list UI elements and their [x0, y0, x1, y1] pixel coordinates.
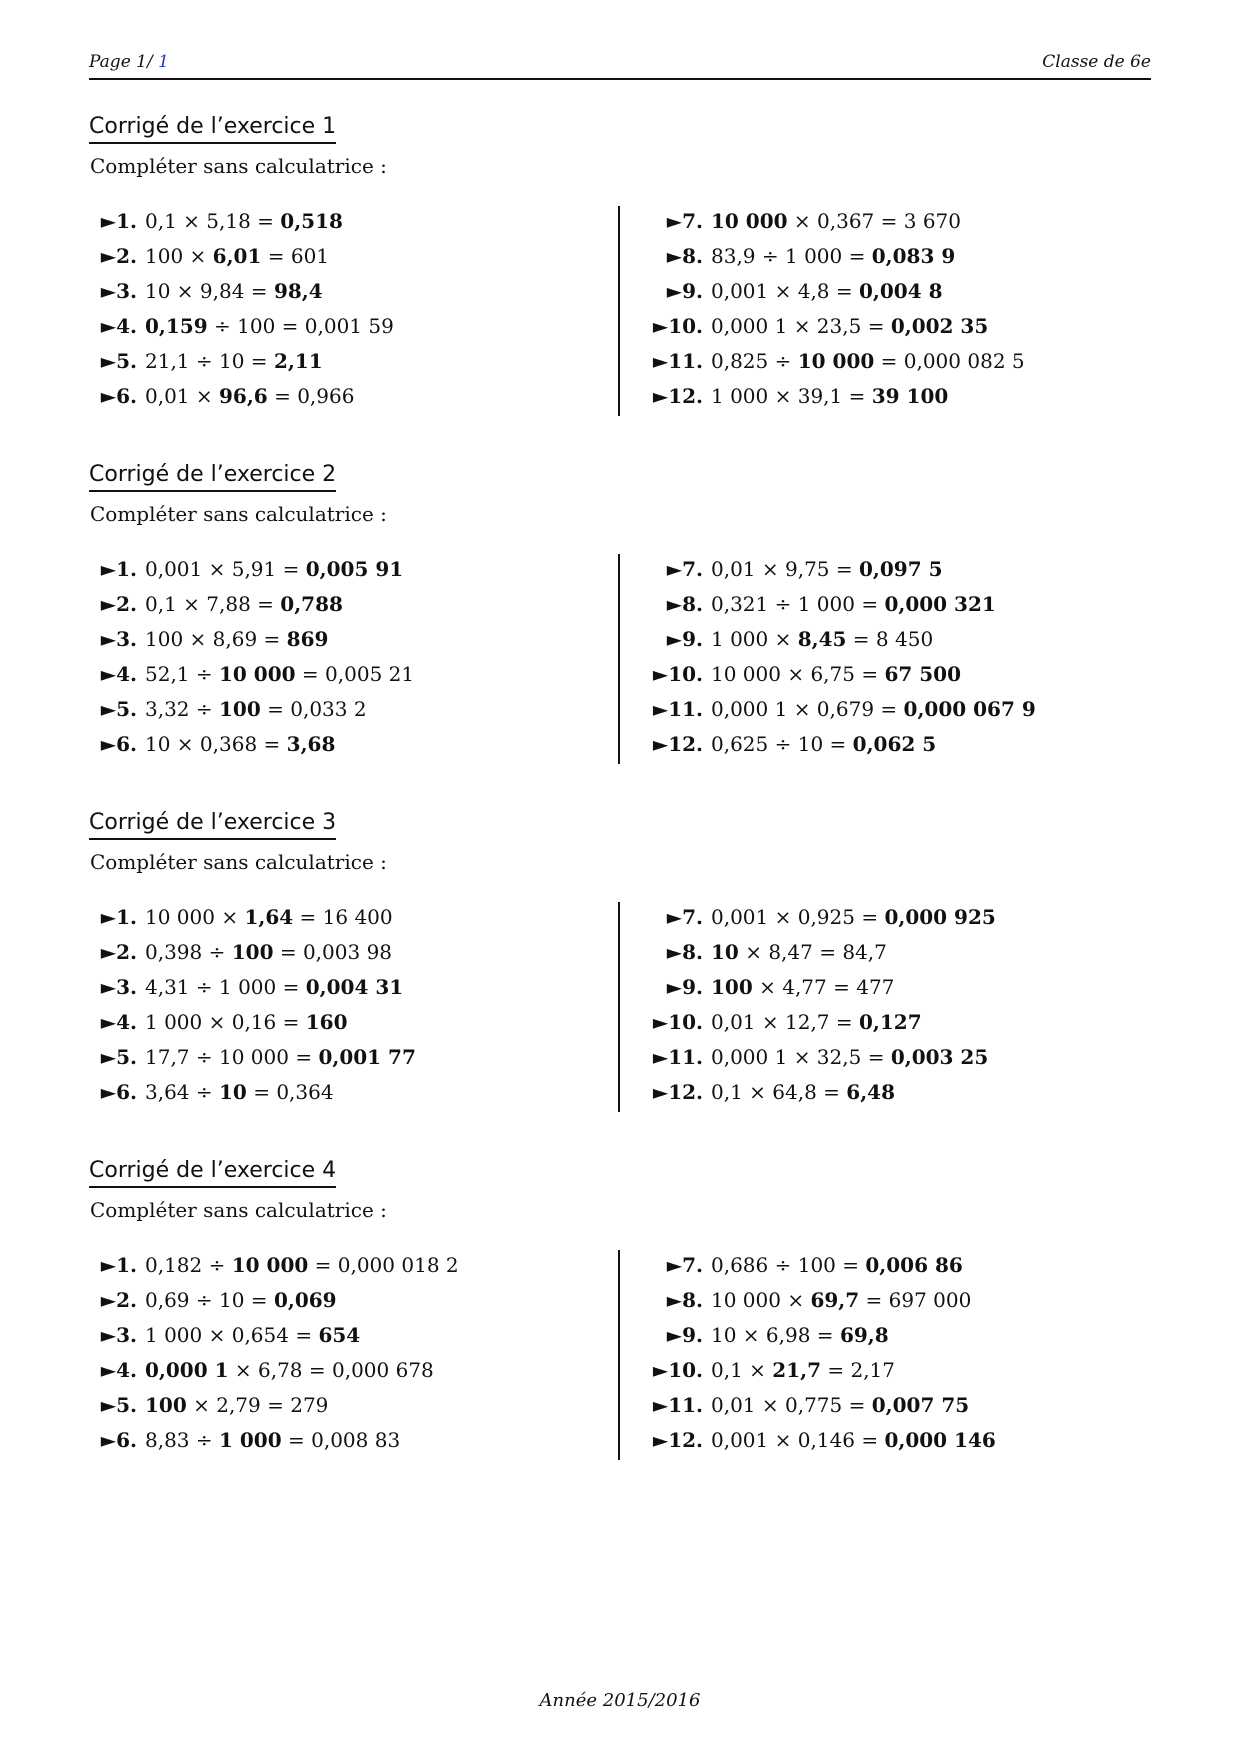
exercise-item — [643, 344, 1151, 379]
item-number: ►1. — [100, 905, 137, 929]
items-column-left — [89, 1248, 609, 1458]
exercise-item — [89, 1005, 609, 1040]
item-number: ►12. — [652, 1428, 703, 1452]
expression-text: 100 × — [145, 244, 213, 268]
item-number: ►5. — [100, 697, 137, 721]
item-expression — [711, 204, 961, 239]
item-expression — [711, 1423, 996, 1458]
bold-term: 10 000 — [231, 1253, 309, 1277]
bold-term: 10 000 — [797, 349, 875, 373]
exercise-item — [89, 344, 609, 379]
bold-term: 98,4 — [273, 279, 323, 303]
expression-text: 0,001 × 0,146 = — [711, 1428, 885, 1452]
item-expression — [145, 1388, 328, 1423]
bold-term: 100 — [145, 1393, 187, 1417]
item-number: ►11. — [652, 697, 703, 721]
item-expression — [711, 1005, 922, 1040]
expression-text: 52,1 ÷ — [145, 662, 220, 686]
bold-term: 160 — [305, 1010, 348, 1034]
bold-term: 96,6 — [219, 384, 268, 408]
exercise-item — [89, 1040, 609, 1075]
bold-term: 0,000 067 9 — [903, 697, 1036, 721]
items-column-left — [89, 204, 609, 414]
exercise-item — [89, 1248, 609, 1283]
exercise-item — [89, 1075, 609, 1110]
item-number: ►3. — [100, 975, 137, 999]
column-divider — [618, 902, 620, 1112]
item-expression — [711, 1318, 889, 1353]
item-number: ►8. — [666, 1288, 703, 1312]
bold-term: 1 000 — [219, 1428, 282, 1452]
exercise-item — [89, 727, 609, 762]
expression-text: 0,01 × 12,7 = — [711, 1010, 860, 1034]
item-number: ►10. — [652, 662, 703, 686]
items-column-left — [89, 900, 609, 1110]
exercise-item — [89, 239, 609, 274]
item-number: ►9. — [666, 975, 703, 999]
exercise-item — [89, 204, 609, 239]
item-number: ►9. — [666, 627, 703, 651]
expression-text: 0,1 × 7,88 = — [145, 592, 281, 616]
item-expression — [145, 622, 328, 657]
item-expression — [711, 1248, 963, 1283]
item-number: ►7. — [666, 557, 703, 581]
item-expression — [711, 622, 933, 657]
item-number: ►7. — [666, 905, 703, 929]
exercise-item — [643, 1353, 1151, 1388]
exercise-item — [89, 692, 609, 727]
expression-text: = 0,005 21 — [295, 662, 415, 686]
bold-term: 0,788 — [280, 592, 343, 616]
exercise-item — [643, 552, 1151, 587]
expression-text: = 8 450 — [846, 627, 934, 651]
expression-text: × 6,78 = 0,000 678 — [228, 1358, 434, 1382]
exercise-item — [89, 935, 609, 970]
expression-text: = 0,003 98 — [273, 940, 393, 964]
exercise-item — [89, 657, 609, 692]
expression-text: = 0,364 — [246, 1080, 334, 1104]
exercise-item — [643, 692, 1151, 727]
expression-text: 10 000 × — [711, 1288, 811, 1312]
column-divider — [618, 554, 620, 764]
item-expression — [145, 1318, 360, 1353]
bold-term: 0,127 — [859, 1010, 922, 1034]
item-expression — [145, 344, 323, 379]
item-number: ►6. — [100, 732, 137, 756]
item-expression — [145, 970, 403, 1005]
expression-text: 0,321 ÷ 1 000 = — [711, 592, 885, 616]
bold-term: 0,069 — [273, 1288, 337, 1312]
item-expression — [145, 935, 392, 970]
column-divider — [618, 206, 620, 416]
exercise-item — [643, 900, 1151, 935]
item-expression — [711, 309, 988, 344]
bold-term: 0,000 146 — [884, 1428, 996, 1452]
expression-text: 0,1 × 5,18 = — [145, 209, 281, 233]
bold-term: 1,64 — [244, 905, 294, 929]
item-number: ►2. — [100, 244, 137, 268]
item-expression — [145, 1075, 334, 1110]
expression-text: 0,000 1 × 0,679 = — [711, 697, 904, 721]
items-column-right — [643, 1248, 1151, 1458]
bold-term: 0,001 77 — [318, 1045, 416, 1069]
exercise-item — [643, 309, 1151, 344]
bold-term: 0,000 925 — [884, 905, 996, 929]
item-number: ►6. — [100, 384, 137, 408]
bold-term: 3,68 — [286, 732, 336, 756]
exercise-item — [643, 622, 1151, 657]
item-number: ►3. — [100, 627, 137, 651]
expression-text: = 697 000 — [859, 1288, 972, 1312]
item-number: ►4. — [100, 1010, 137, 1034]
instruction-text: Compléter sans calculatrice : — [90, 1198, 387, 1222]
page-indicator — [89, 52, 169, 72]
item-expression — [145, 657, 414, 692]
expression-text: 0,001 × 5,91 = — [145, 557, 306, 581]
expression-text: × 4,77 = 477 — [752, 975, 895, 999]
item-expression — [711, 657, 961, 692]
column-divider — [618, 1250, 620, 1460]
expression-text: 83,9 ÷ 1 000 = — [711, 244, 872, 268]
item-expression — [145, 1423, 400, 1458]
item-number: ►7. — [666, 1253, 703, 1277]
expression-text: = 0,966 — [267, 384, 355, 408]
item-number: ►9. — [666, 279, 703, 303]
item-expression — [711, 1075, 895, 1110]
expression-text: 3,64 ÷ — [145, 1080, 220, 1104]
instruction-text: Compléter sans calculatrice : — [90, 850, 387, 874]
item-expression — [145, 274, 323, 309]
expression-text: × 2,79 = 279 — [186, 1393, 329, 1417]
exercise-item — [643, 657, 1151, 692]
bold-term: 6,48 — [846, 1080, 896, 1104]
exercise-item — [89, 900, 609, 935]
section-title: Corrigé de l’exercice 4 — [89, 1158, 336, 1188]
bold-term: 0,005 91 — [305, 557, 404, 581]
bold-term: 10 000 — [711, 209, 788, 233]
expression-text: = 0,008 83 — [281, 1428, 401, 1452]
exercise-item — [643, 1075, 1151, 1110]
bold-term: 654 — [318, 1323, 361, 1347]
exercise-item — [89, 552, 609, 587]
bold-term: 69,8 — [839, 1323, 889, 1347]
bold-term: 0,006 86 — [865, 1253, 963, 1277]
item-expression — [145, 587, 343, 622]
expression-text: 0,182 ÷ — [145, 1253, 232, 1277]
item-number: ►4. — [100, 314, 137, 338]
item-number: ►12. — [652, 384, 703, 408]
exercise-section-4 — [89, 1158, 1151, 1468]
item-expression — [145, 379, 354, 414]
item-expression — [145, 692, 367, 727]
bold-term: 0,007 75 — [871, 1393, 970, 1417]
item-number: ►6. — [100, 1428, 137, 1452]
page-prefix: Page 1/ — [89, 52, 159, 72]
item-number: ►2. — [100, 940, 137, 964]
item-number: ►10. — [652, 314, 703, 338]
expression-text: 1 000 × 39,1 = — [711, 384, 872, 408]
instruction-text: Compléter sans calculatrice : — [90, 154, 387, 178]
expression-text: 10 × 0,368 = — [145, 732, 287, 756]
exercise-item — [643, 587, 1151, 622]
bold-term: 0,083 9 — [871, 244, 956, 268]
item-number: ►2. — [100, 1288, 137, 1312]
exercise-item — [643, 1040, 1151, 1075]
expression-text: 0,398 ÷ — [145, 940, 232, 964]
item-expression — [711, 1353, 895, 1388]
item-expression — [145, 900, 393, 935]
expression-text: 0,69 ÷ 10 = — [145, 1288, 274, 1312]
item-number: ►11. — [652, 1393, 703, 1417]
exercise-section-3 — [89, 810, 1151, 1120]
expression-text: = 2,17 — [821, 1358, 896, 1382]
exercise-item — [89, 622, 609, 657]
bold-term: 6,01 — [212, 244, 262, 268]
bold-term: 2,11 — [273, 349, 323, 373]
page-total-link[interactable]: 1 — [158, 52, 169, 72]
bold-term: 39 100 — [871, 384, 949, 408]
item-number: ►8. — [666, 940, 703, 964]
expression-text: 0,000 1 × 32,5 = — [711, 1045, 891, 1069]
item-number: ►2. — [100, 592, 137, 616]
expression-text: = 0,000 018 2 — [308, 1253, 459, 1277]
expression-text: = 601 — [261, 244, 330, 268]
item-expression — [711, 379, 948, 414]
expression-text: 0,01 × — [145, 384, 220, 408]
item-expression — [145, 1248, 459, 1283]
item-expression — [711, 900, 996, 935]
expression-text: 21,1 ÷ 10 = — [145, 349, 274, 373]
bold-term: 0,000 1 — [145, 1358, 229, 1382]
bold-term: 100 — [711, 975, 753, 999]
expression-text: 0,1 × — [711, 1358, 773, 1382]
items-column-right — [643, 552, 1151, 762]
item-expression — [711, 274, 943, 309]
expression-text: 3,32 ÷ — [145, 697, 220, 721]
item-number: ►7. — [666, 209, 703, 233]
exercise-item — [643, 1248, 1151, 1283]
bold-term: 67 500 — [884, 662, 962, 686]
exercise-section-1 — [89, 114, 1151, 424]
item-number: ►8. — [666, 244, 703, 268]
item-number: ►12. — [652, 1080, 703, 1104]
exercise-item — [89, 309, 609, 344]
exercise-item — [89, 1283, 609, 1318]
bold-term: 69,7 — [810, 1288, 860, 1312]
exercise-item — [89, 1318, 609, 1353]
expression-text: 0,825 ÷ — [711, 349, 798, 373]
exercise-item — [89, 1353, 609, 1388]
bold-term: 10 — [711, 940, 739, 964]
exercise-section-2 — [89, 462, 1151, 772]
item-expression — [145, 239, 329, 274]
item-expression — [711, 344, 1025, 379]
exercise-item — [643, 1318, 1151, 1353]
items-column-left — [89, 552, 609, 762]
section-title: Corrigé de l’exercice 3 — [89, 810, 336, 840]
bold-term: 0,004 31 — [305, 975, 404, 999]
item-number: ►4. — [100, 662, 137, 686]
exercise-item — [89, 587, 609, 622]
bold-term: 21,7 — [772, 1358, 821, 1382]
expression-text: 0,01 × 9,75 = — [711, 557, 860, 581]
expression-text: 0,000 1 × 23,5 = — [711, 314, 891, 338]
section-title: Corrigé de l’exercice 2 — [89, 462, 336, 492]
expression-text: 1 000 × — [711, 627, 798, 651]
bold-term: 0,062 5 — [852, 732, 937, 756]
item-expression — [145, 552, 403, 587]
item-number: ►5. — [100, 1393, 137, 1417]
item-expression — [711, 552, 943, 587]
item-number: ►12. — [652, 732, 703, 756]
exercise-item — [89, 970, 609, 1005]
exercise-item — [643, 1423, 1151, 1458]
exercise-item — [643, 204, 1151, 239]
item-expression — [711, 1388, 969, 1423]
expression-text: × 0,367 = 3 670 — [787, 209, 962, 233]
item-expression — [145, 309, 394, 344]
item-expression — [711, 970, 894, 1005]
bold-term: 8,45 — [797, 627, 847, 651]
item-expression — [711, 1283, 971, 1318]
exercise-item — [643, 1005, 1151, 1040]
expression-text: 10 × 6,98 = — [711, 1323, 840, 1347]
item-number: ►1. — [100, 1253, 137, 1277]
item-expression — [145, 1005, 347, 1040]
item-expression — [145, 727, 335, 762]
expression-text: 10 000 × — [145, 905, 245, 929]
items-column-right — [643, 204, 1151, 414]
bold-term: 0,004 8 — [859, 279, 943, 303]
item-number: ►10. — [652, 1358, 703, 1382]
expression-text: = 0,033 2 — [260, 697, 367, 721]
expression-text: = 16 400 — [293, 905, 393, 929]
exercise-item — [643, 727, 1151, 762]
expression-text: 0,1 × 64,8 = — [711, 1080, 847, 1104]
item-number: ►9. — [666, 1323, 703, 1347]
expression-text: 0,001 × 0,925 = — [711, 905, 885, 929]
item-expression — [711, 935, 887, 970]
item-expression — [711, 727, 936, 762]
instruction-text: Compléter sans calculatrice : — [90, 502, 387, 526]
expression-text: 0,001 × 4,8 = — [711, 279, 860, 303]
exercise-item — [89, 274, 609, 309]
exercise-item — [89, 1423, 609, 1458]
exercise-item — [89, 379, 609, 414]
item-number: ►8. — [666, 592, 703, 616]
expression-text: 0,01 × 0,775 = — [711, 1393, 872, 1417]
expression-text: × 8,47 = 84,7 — [738, 940, 887, 964]
expression-text: 100 × 8,69 = — [145, 627, 287, 651]
exercise-item — [643, 1283, 1151, 1318]
item-number: ►11. — [652, 349, 703, 373]
bold-term: 0,002 35 — [890, 314, 989, 338]
expression-text: 1 000 × 0,654 = — [145, 1323, 319, 1347]
expression-text: 4,31 ÷ 1 000 = — [145, 975, 306, 999]
item-expression — [145, 1040, 416, 1075]
expression-text: 10 000 × 6,75 = — [711, 662, 885, 686]
bold-term: 10 — [219, 1080, 247, 1104]
exercise-item — [643, 970, 1151, 1005]
expression-text: ÷ 100 = 0,001 59 — [207, 314, 394, 338]
items-column-right — [643, 900, 1151, 1110]
bold-term: 10 000 — [219, 662, 296, 686]
page-header — [89, 48, 1151, 80]
expression-text: 1 000 × 0,16 = — [145, 1010, 306, 1034]
item-number: ►1. — [100, 209, 137, 233]
exercise-item — [643, 935, 1151, 970]
exercise-item — [643, 1388, 1151, 1423]
class-label: Classe de 6e — [1042, 52, 1151, 72]
item-number: ►10. — [652, 1010, 703, 1034]
exercise-item — [643, 274, 1151, 309]
section-title: Corrigé de l’exercice 1 — [89, 114, 336, 144]
item-number: ►6. — [100, 1080, 137, 1104]
expression-text: 10 × 9,84 = — [145, 279, 274, 303]
bold-term: 0,097 5 — [859, 557, 943, 581]
item-number: ►4. — [100, 1358, 137, 1382]
exercise-item — [643, 239, 1151, 274]
bold-term: 0,159 — [145, 314, 208, 338]
bold-term: 100 — [231, 940, 274, 964]
item-expression — [145, 204, 343, 239]
expression-text: = 0,000 082 5 — [874, 349, 1025, 373]
bold-term: 100 — [219, 697, 261, 721]
bold-term: 0,000 321 — [884, 592, 996, 616]
expression-text: 8,83 ÷ — [145, 1428, 220, 1452]
exercise-item — [89, 1388, 609, 1423]
item-expression — [711, 692, 1036, 727]
item-number: ►11. — [652, 1045, 703, 1069]
expression-text: 17,7 ÷ 10 000 = — [145, 1045, 319, 1069]
item-expression — [711, 1040, 988, 1075]
item-number: ►5. — [100, 1045, 137, 1069]
item-number: ►1. — [100, 557, 137, 581]
exercise-item — [643, 379, 1151, 414]
bold-term: 0,518 — [280, 209, 343, 233]
item-number: ►5. — [100, 349, 137, 373]
item-number: ►3. — [100, 1323, 137, 1347]
item-expression — [711, 239, 955, 274]
bold-term: 0,003 25 — [890, 1045, 989, 1069]
expression-text: 0,686 ÷ 100 = — [711, 1253, 866, 1277]
item-number: ►3. — [100, 279, 137, 303]
bold-term: 869 — [286, 627, 329, 651]
item-expression — [711, 587, 996, 622]
item-expression — [145, 1283, 337, 1318]
expression-text: 0,625 ÷ 10 = — [711, 732, 853, 756]
item-expression — [145, 1353, 434, 1388]
page-footer: Année 2015/2016 — [539, 1690, 701, 1711]
